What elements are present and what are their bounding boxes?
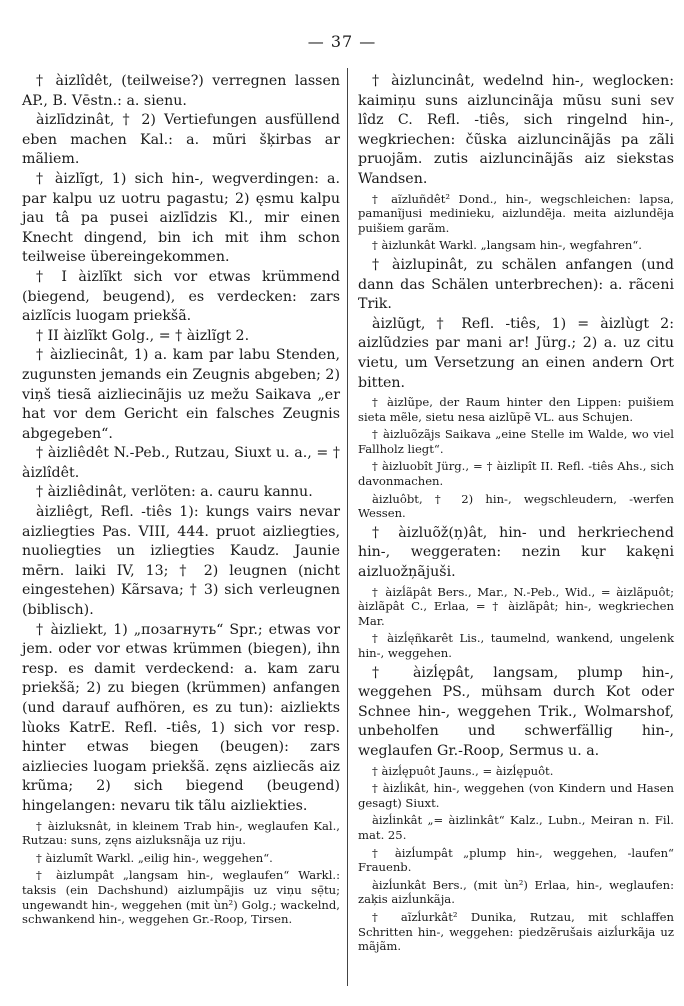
- dictionary-entry: † àizluobît Jürg., = † àizlipît II. Refl. -tiês Ahs., sich davonmachen.: [358, 459, 674, 489]
- dictionary-entry: † àizlupinât, zu schälen anfangen (und dann das Schälen unterbrechen): a. rãceni Trik.: [358, 256, 674, 313]
- dictionary-entry: † àizliecinât, 1) a. kam par labu Stenden, zugunsten jemands ein Zeugnis abgeben; 2) viņš tiesã aizliecinãjis uz mežu Saikava „er hat vor dem Gericht ein falsches Zeugnis abgegeben“.: [22, 347, 340, 442]
- dictionary-entry: † II àizlĩkt Golg., = † àizlĩgt 2.: [36, 327, 250, 344]
- page-number: — 37 —: [307, 32, 377, 51]
- dictionary-entry: àizĺinkât „= àizlinkât“ Kalz., Lubn., Meiran n. Fil. mat. 25.: [358, 813, 674, 842]
- dictionary-entry: † àizĺumpât „plump hin-, weggehen, -laufen“ Frauenb.: [358, 845, 674, 875]
- dictionary-entry: † àizlumpât „langsam hin-, weglaufen“ Warkl.: taksis (ein Dachshund) aizlumpãjis uz viņu sẹ̄tu; ungewandt hin-, weggehen (mit ùn²) Golg.; wackelnd, schwankend hin-, weggehen Gr.-Roop, Tirsen.: [22, 868, 340, 927]
- dictionary-entry: † àizluõzãjs Saikava „eine Stelle im Walde, wo viel Fallholz liegt“.: [358, 427, 674, 456]
- dictionary-entry: àizlīdzinât, † 2) Vertiefungen ausfüllend eben machen Kal.: a. mũri šķirbas ar mãliem.: [22, 112, 340, 168]
- dictionary-entry: † àizliêdinât, verlöten: a. cauru kannu.: [36, 484, 313, 501]
- dictionary-entry: àizĺunkât Bers., (mit ùn²) Erlaa, hin-, weglaufen: zaķis aizĺunkãja.: [358, 877, 674, 907]
- dictionary-entry: † aĩzĺurkât² Dunika, Rutzau, mit schlaffen Schritten hin-, weggehen: piedzẽrušais aizĺurkãja uz mãjãm.: [358, 909, 674, 954]
- dictionary-entry: † àizlũpe, der Raum hinter den Lippen: puišiem sieta mẽle, sietu nesa aizlũpẽ VL. aus Schujen.: [358, 395, 674, 424]
- dictionary-entry: † àizliêdêt N.-Peb., Rutzau, Siuxt u. a., = † àizlîdêt.: [22, 445, 340, 481]
- dictionary-entry: àizlũgt, † Refl. -tiês, 1) = àizlùgt 2: aizlũdzies par mani ar! Jürg.; 2) a. uz citu vietu, um Versetzung an einen andern Ort bitten.: [358, 315, 674, 391]
- dictionary-entry: † I àizlĩkt sich vor etwas krümmend (biegend, beugend), es verdecken: zars aizlĩcis luogam priekšã.: [22, 268, 340, 325]
- dictionary-entry: † àizlĩgt, 1) sich hin-, wegverdingen: a. par kalpu uz uotru pagastu; 2) ęsmu kalpu jau tâ pa pusei aizlīdzis Kl., mir einen Knecht dingend, bin ich mit ihm schon teilweise übereingekommen.: [22, 170, 340, 266]
- dictionary-entry: † àizĺępuôt Jauns., = àizĺępuôt.: [372, 763, 554, 778]
- dictionary-entry: àizliêgt, Refl. -tiês 1): kungs vairs nevar aizliegties Pas. VIII, 444. pruot aizliegties, nuoliegties un izliegties Kaudz. Jaunie mērn. laiki IV, 13; † 2) leugnen (nicht eingestehen) Kãrsava; † 3) sich verleugnen (biblisch).: [22, 504, 340, 619]
- dictionary-entry: † àizluksnât, in kleinem Trab hin-, weglaufen Kal., Rutzau: suns, zęns aizluksnãja uz riju.: [22, 818, 340, 848]
- dictionary-entry: † àizĺãpât Bers., Mar., N.-Peb., Wid., = àizlãpuôt; àizlãpât C., Erlaa, = † àizlãpât; hin-, wegkriechen Mar.: [358, 584, 674, 628]
- dictionary-entry: † àizlunkât Warkl. „langsam hin-, wegfahren“.: [372, 238, 642, 253]
- dictionary-entry: † aĩzluñdêt² Dond., hin-, wegschleichen: lapsa, pamanĩjusi medinieku, aizlundẽja. meita aizlundẽja puišiem garãm.: [358, 191, 674, 235]
- dictionary-entry: † àizliekt, 1) „позагнуть“ Spr.; etwas vor jem. oder vor etwas krümmen (biegen), ihn resp. es damit verdeckend: a. kam zaru priekšã; 2) zu biegen (krümmen) anfangen (und darauf aufhören, es zu tun): aizliekts lùoks KatrE. Refl. -tiês, 1) sich vor resp. hinter etwas biegen (beugen): zars aizliecies luogam priekšã. zęns aizliecãs aiz krũma; 2) sich biegend (beugend) hingelangen: nevaru tik tãlu aizliekties.: [22, 621, 340, 814]
- dictionary-entry: àizluôbt, † 2) hin-, wegschleudern, -werfen Wessen.: [358, 491, 674, 521]
- dictionary-entry: † àizĺęрât, langsam, plump hin-, weggehen PS., mühsam durch Kot oder Schnee hin-, weggehen Trik., Wolmarshof, unbeholfen und schwerfällig hin-, weglaufen Gr.-Roop, Sermus u. a.: [358, 664, 674, 759]
- right-column: [358, 72, 674, 957]
- column-divider: [347, 68, 348, 986]
- dictionary-entry: † àizlumît Warkl. „eilig hin-, weggehen“.: [36, 850, 273, 865]
- dictionary-entry: † àizluõž(ņ)ât, hin- und herkriechend hin-, weggeraten: nezin kur kakęni aizluožņãjuši.: [358, 524, 674, 581]
- dictionary-entry: † àizĺikât, hin-, weggehen (von Kindern und Hasen gesagt) Siuxt.: [358, 781, 674, 810]
- dictionary-entry: † àizĺęñkarêt Lis., taumelnd, wankend, ungelenk hin-, weggehen.: [358, 631, 674, 660]
- left-column: [22, 72, 340, 930]
- dictionary-entry: † àizlîdêt, (teilweise?) verregnen lassen AP., B. Vēstn.: a. sienu.: [22, 73, 340, 109]
- dictionary-entry: † àizluncinât, wedelnd hin-, weglocken: kaimiņu suns aizluncinãja mũsu suni sev lîdz C. Refl. -tiês, sich ringelnd hin-, wegkriechen: čũska aizluncinãjãs pa zãli pruojãm. zutis aizluncinãjãs aiz siekstas Wandsen.: [358, 73, 674, 187]
